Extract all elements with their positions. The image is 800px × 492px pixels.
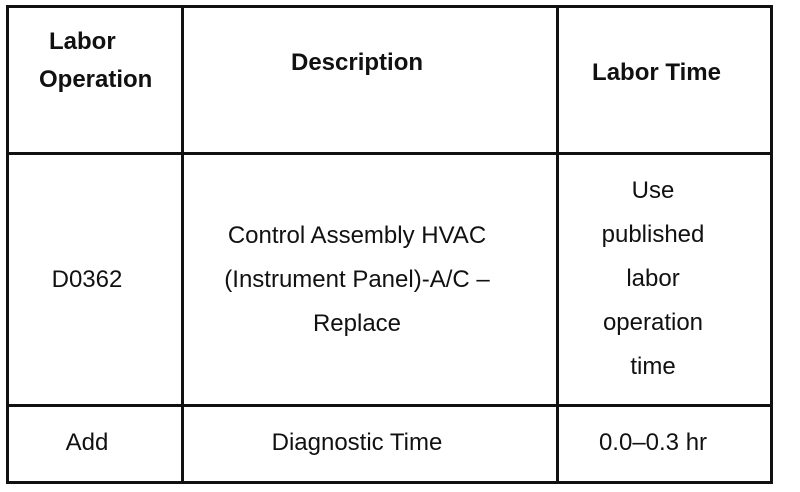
table-border-top: [6, 5, 773, 8]
header-labor-operation: [9, 23, 181, 99]
row-2-labor-time: 0.0–0.3 hr: [598, 429, 708, 456]
row-1-description: [184, 214, 530, 346]
row-1-description-line-1: Control Assembly HVAC: [227, 222, 487, 249]
table-border-bottom: [6, 481, 773, 484]
row-1-labor-time-line-3: labor: [626, 265, 680, 292]
row-2-description: Diagnostic Time: [271, 429, 443, 456]
header-labor-operation-line-1: Labor: [49, 28, 116, 55]
row-1-description-line-2: (Instrument Panel)-A/C –: [224, 266, 490, 293]
header-labor-operation-line-2: Operation: [39, 66, 153, 93]
row-divider: [6, 404, 773, 407]
row-1-labor-time-line-5: time: [630, 353, 676, 380]
table-border-right: [770, 5, 773, 484]
row-2-operation: Add: [65, 429, 109, 456]
header-divider: [6, 152, 773, 155]
row-1-operation: D0362: [51, 266, 123, 293]
row-1-labor-time-line-1: Use: [631, 177, 675, 204]
header-labor-time: Labor Time: [592, 59, 721, 86]
row-1-description-line-3: Replace: [312, 310, 402, 337]
row-1-labor-time-line-4: operation: [602, 309, 704, 336]
row-1-labor-time-line-2: published: [601, 221, 705, 248]
header-description: Description: [290, 49, 424, 76]
row-1-labor-time: [559, 169, 747, 389]
